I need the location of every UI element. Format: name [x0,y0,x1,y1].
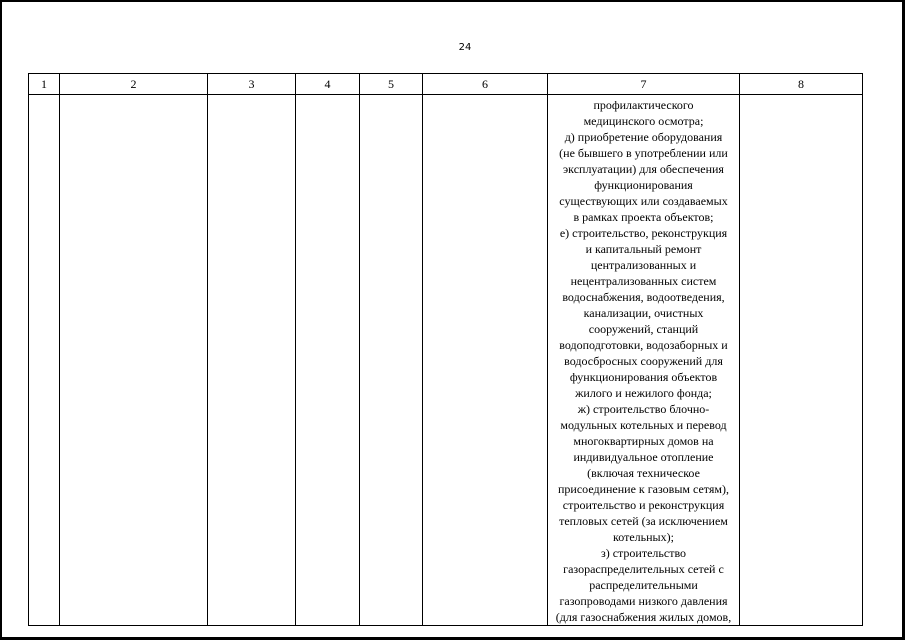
text-line: водоснабжения, водоотведения, [562,290,725,304]
column-header-7: 7 [548,74,740,95]
text-line: котельных); [613,530,674,544]
text-line: существующих или создаваемых [559,194,728,208]
text-line: (для газоснабжения жилых домов, [555,610,732,624]
text-line: многоквартирных домов на [573,434,714,448]
text-line: ж) строительство блочно- [577,402,710,416]
column-header-6: 6 [423,74,548,95]
text-line: водосбросных сооружений для [564,354,723,368]
text-line: е) строительство, реконструкция [559,226,728,240]
cell-col-8 [740,95,863,626]
column-header-4: 4 [296,74,360,95]
column-header-2: 2 [60,74,208,95]
table-header-row [29,74,863,95]
cell-col-5 [360,95,423,626]
text-line: функционирования объектов [569,370,718,384]
text-line: тепловых сетей (за исключением [559,514,728,528]
cell-col-1 [29,95,60,626]
document-table [28,73,863,626]
text-line: жилого и нежилого фонда; [575,386,712,400]
text-line: присоединение к газовым сетям), [558,482,729,496]
text-line: эксплуатации) для обеспечения [563,162,724,176]
scan-border-top [0,0,905,2]
text-line: распределительными [589,578,698,592]
cell-col-3 [208,95,296,626]
text-line: газопроводами низкого давления [559,594,728,608]
text-line: сооружений, станций [588,322,699,336]
text-line: централизованных и [590,258,697,272]
text-line: и капитальный ремонт [585,242,702,256]
text-line: медицинского осмотра; [583,114,704,128]
text-line: з) строительство [600,546,687,560]
text-line: профилактического [593,98,694,112]
text-line: нецентрализованных систем [570,274,717,288]
scan-border-left [0,0,2,640]
text-line: функционирования [594,178,693,192]
column-header-3: 3 [208,74,296,95]
text-line: (не бывшего в употреблении или [559,146,728,160]
text-line: строительство и реконструкция [562,498,725,512]
text-line: канализации, очистных [583,306,704,320]
column-header-1: 1 [29,74,60,95]
text-line: индивидуальное отопление [573,450,714,464]
cell-col-7 [548,95,740,626]
text-line: д) приобретение оборудования [564,130,723,144]
cell-col-4 [296,95,360,626]
table-row [29,95,863,626]
text-line: в рамках проекта объектов; [573,210,714,224]
page-number: 24 [458,42,472,53]
cell-col-6 [423,95,548,626]
text-line: модульных котельных и перевод [560,418,727,432]
text-line: водоподготовки, водозаборных и [559,338,728,352]
column-header-8: 8 [740,74,863,95]
column-header-5: 5 [360,74,423,95]
text-line: газораспределительных сетей с [563,562,724,576]
text-line: (включая техническое [587,466,700,480]
column-7-text [548,95,739,625]
cell-col-2 [60,95,208,626]
